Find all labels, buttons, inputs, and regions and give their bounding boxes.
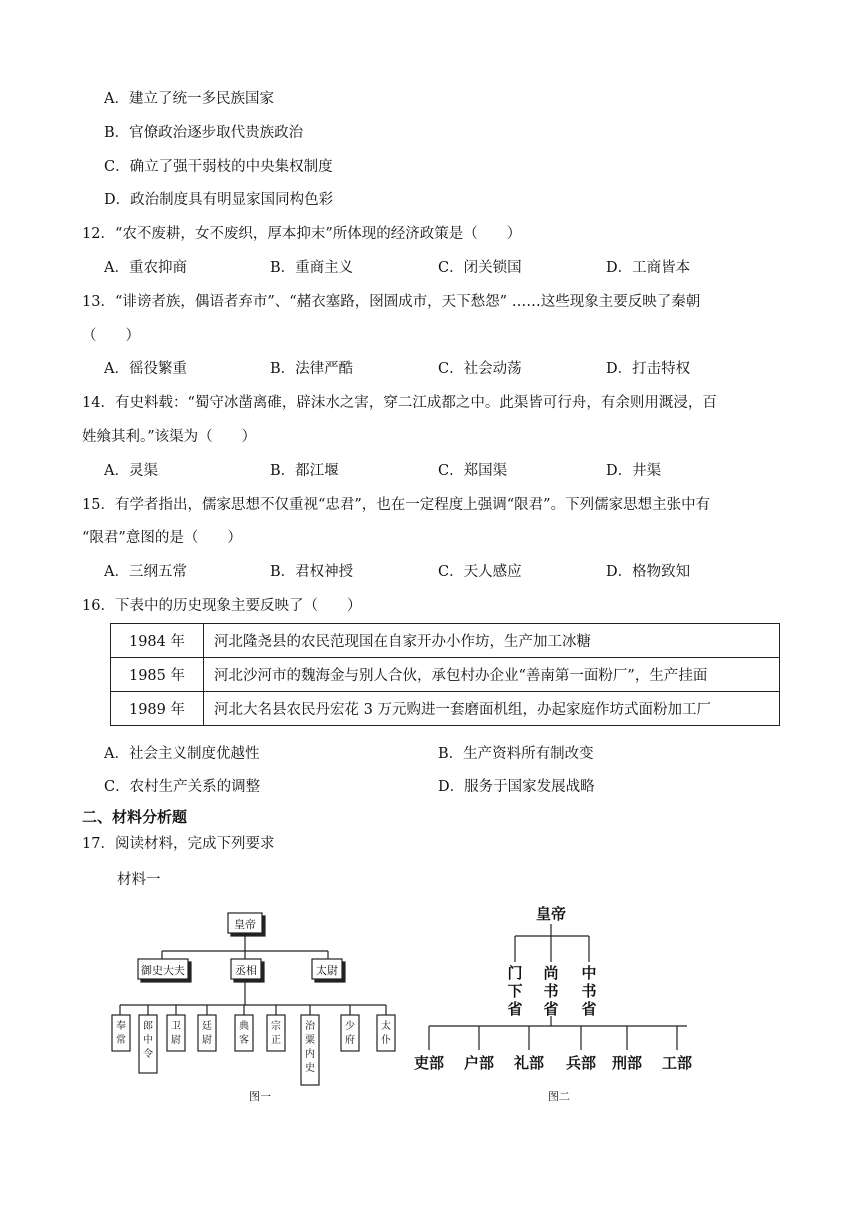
q15-stem-line1: 15．有学者指出，儒家思想不仅重视“忠君”，也在一定程度上强调“限君”。下列儒家思想主张中有 bbox=[82, 497, 711, 513]
history-table bbox=[110, 623, 780, 726]
q15-option-c: C．天人感应 bbox=[438, 564, 522, 580]
fig1-top-label: 皇帝 bbox=[234, 918, 256, 931]
q13-option-c: C．社会动荡 bbox=[438, 361, 522, 377]
fig2-middle-label: 尚书省 bbox=[543, 964, 559, 1018]
table-row bbox=[111, 692, 780, 726]
q14-option-c: C．郑国渠 bbox=[438, 463, 508, 479]
table-cell-year: 1989 年 bbox=[111, 692, 204, 726]
fig1-bottom-label: 廷尉 bbox=[202, 1021, 212, 1046]
q16-option-a: A．社会主义制度优越性 bbox=[104, 746, 260, 762]
fig2-top-label: 皇帝 bbox=[535, 905, 567, 923]
fig1-bottom-label: 卫尉 bbox=[171, 1021, 181, 1046]
q12-option-a: A．重农抑商 bbox=[104, 260, 187, 276]
fig1-bottom-label: 宗正 bbox=[271, 1021, 281, 1046]
table-row bbox=[111, 658, 780, 692]
q16-option-d: D．服务于国家发展战略 bbox=[438, 779, 595, 795]
q12-option-d: D．工商皆本 bbox=[606, 260, 691, 276]
fig1-bottom-label: 典客 bbox=[239, 1021, 249, 1046]
q16-stem: 16．下表中的历史现象主要反映了（ ） bbox=[82, 598, 362, 614]
fig2-caption: 图二 bbox=[548, 1090, 570, 1103]
q17-stem: 17．阅读材料，完成下列要求 bbox=[82, 836, 275, 852]
section-title: 二、材料分析题 bbox=[82, 808, 188, 826]
figure2-diagram bbox=[405, 900, 705, 1110]
fig2-bottom-label: 刑部 bbox=[611, 1054, 643, 1072]
material-label: 材料一 bbox=[117, 872, 161, 888]
table-cell-year: 1985 年 bbox=[111, 658, 204, 692]
table-cell-event: 河北大名县农民丹宏花 3 万元购进一套磨面机组，办起家庭作坊式面粉加工厂 bbox=[204, 692, 780, 726]
fig1-bottom-label: 太仆 bbox=[381, 1021, 391, 1046]
q15-option-b: B．君权神授 bbox=[270, 564, 354, 580]
table-cell-year: 1984 年 bbox=[111, 624, 204, 658]
q11-option-c: C．确立了强干弱枝的中央集权制度 bbox=[104, 159, 333, 175]
q11-option-d: D．政治制度具有明显家国同构色彩 bbox=[104, 192, 334, 208]
fig1-middle-label: 太尉 bbox=[316, 964, 338, 977]
q12-option-c: C．闭关锁国 bbox=[438, 260, 522, 276]
fig2-bottom-label: 工部 bbox=[661, 1054, 693, 1072]
q13-option-a: A．徭役繁重 bbox=[104, 361, 187, 377]
q14-option-a: A．灵渠 bbox=[104, 463, 158, 479]
q11-option-b: B．官僚政治逐步取代贵族政治 bbox=[104, 125, 304, 141]
fig2-bottom-label: 礼部 bbox=[513, 1054, 545, 1072]
q12-stem: 12．“农不废耕，女不废织，厚本抑末”所体现的经济政策是（ ） bbox=[82, 226, 522, 242]
table-row bbox=[111, 624, 780, 658]
q13-stem-line1: 13．“诽谤者族，偶语者弃市”、“赭衣塞路，囹圄成市，天下愁怨” ……这些现象主要反映了秦朝 bbox=[82, 294, 701, 310]
fig1-bottom-label: 治粟内史 bbox=[305, 1021, 315, 1074]
fig1-bottom-label: 少府 bbox=[345, 1021, 355, 1046]
q11-option-a: A．建立了统一多民族国家 bbox=[104, 91, 274, 107]
fig2-middle-label: 门下省 bbox=[507, 964, 523, 1018]
fig2-bottom-label: 户部 bbox=[463, 1054, 495, 1072]
fig1-caption: 图一 bbox=[249, 1090, 271, 1103]
fig1-bottom-label: 奉常 bbox=[116, 1021, 126, 1046]
q14-stem-line1: 14．有史料载：“蜀守冰凿离碓，辟沫水之害，穿二江成都之中。此渠皆可行舟，有余则用溉浸，百 bbox=[82, 395, 717, 411]
table-cell-event: 河北隆尧县的农民范现国在自家开办小作坊，生产加工冰糖 bbox=[204, 624, 780, 658]
q15-option-a: A．三纲五常 bbox=[104, 564, 187, 580]
fig1-bottom-label: 郎中令 bbox=[143, 1021, 153, 1060]
fig2-bottom-label: 吏部 bbox=[413, 1054, 445, 1072]
fig2-middle-label: 中书省 bbox=[581, 964, 597, 1018]
q14-stem-line2: 姓飨其利。”该渠为（ ） bbox=[82, 429, 257, 445]
q12-option-b: B．重商主义 bbox=[270, 260, 354, 276]
figure1-diagram bbox=[100, 905, 410, 1105]
q16-option-c: C．农村生产关系的调整 bbox=[104, 779, 261, 795]
q15-option-d: D．格物致知 bbox=[606, 564, 691, 580]
fig1-middle-label: 御史大夫 bbox=[141, 964, 185, 977]
table-cell-event: 河北沙河市的魏海金与别人合伙，承包村办企业“善南第一面粉厂”，生产挂面 bbox=[204, 658, 780, 692]
q15-stem-line2: “限君”意图的是（ ） bbox=[82, 530, 242, 546]
q14-option-d: D．井渠 bbox=[606, 463, 662, 479]
q16-option-b: B．生产资料所有制改变 bbox=[438, 746, 594, 762]
q13-option-b: B．法律严酷 bbox=[270, 361, 354, 377]
q13-stem-line2: （ ） bbox=[82, 328, 140, 344]
fig2-bottom-label: 兵部 bbox=[565, 1054, 597, 1072]
q14-option-b: B．都江堰 bbox=[270, 463, 339, 479]
fig1-middle-label: 丞相 bbox=[235, 964, 257, 977]
q13-option-d: D．打击特权 bbox=[606, 361, 691, 377]
